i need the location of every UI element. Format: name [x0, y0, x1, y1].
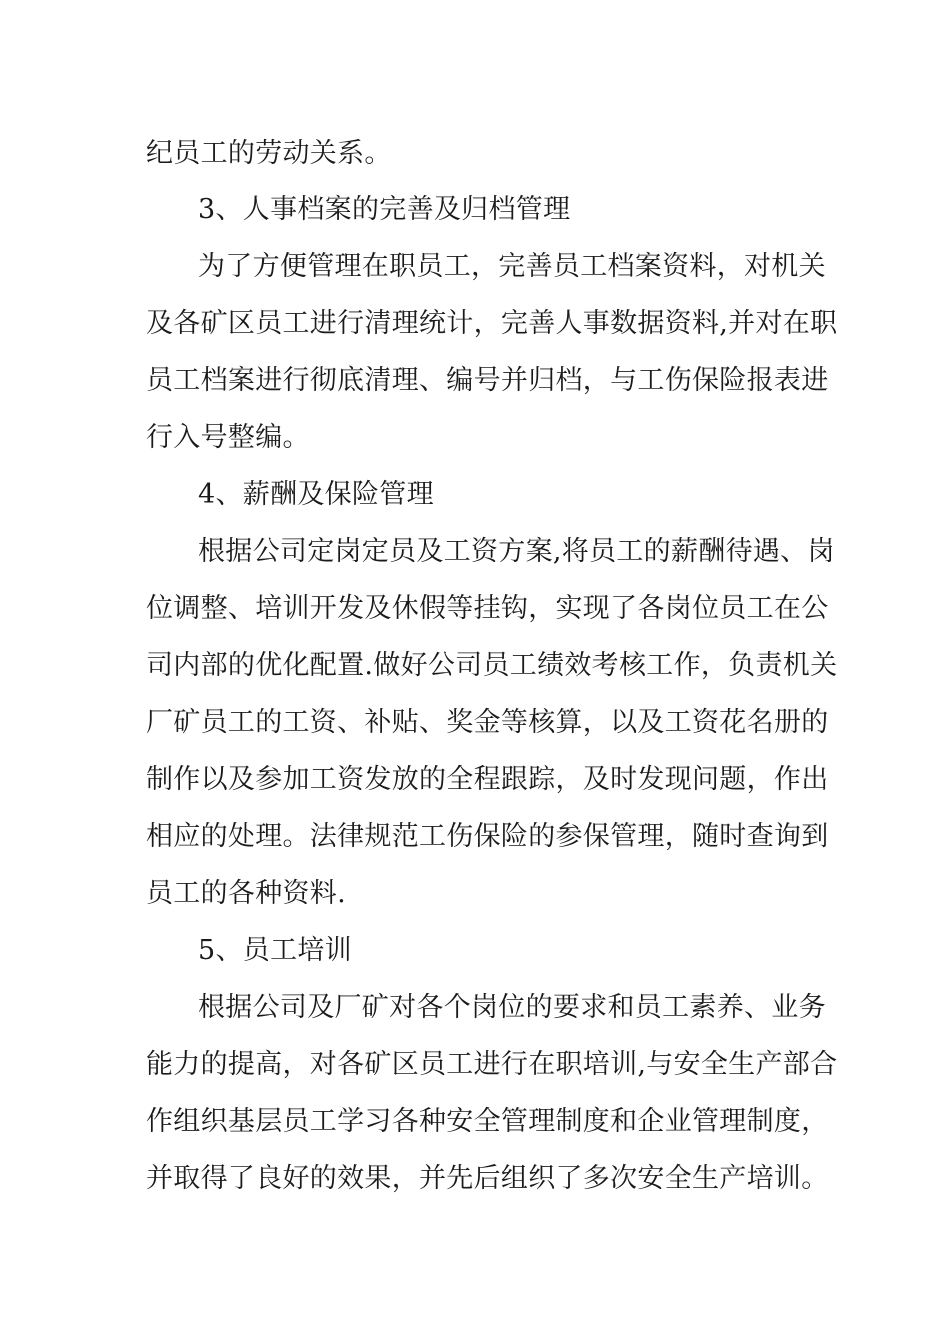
paragraph-line: 为了方便管理在职员工，完善员工档案资料，对机关	[198, 251, 826, 282]
paragraph-line: 能力的提高，对各矿区员工进行在职培训,与安全生产部合	[146, 1049, 838, 1080]
paragraph-line: 员工的各种资料.	[146, 878, 346, 909]
section-heading-5: 5、员工培训	[198, 935, 352, 966]
paragraph-line: 作组织基层员工学习各种安全管理制度和企业管理制度，	[146, 1106, 829, 1137]
paragraph-line: 制作以及参加工资发放的全程跟踪，及时发现问题，作出	[146, 764, 829, 795]
paragraph-line: 位调整、培训开发及休假等挂钩，实现了各岗位员工在公	[146, 593, 829, 624]
section-heading-3: 3、人事档案的完善及归档管理	[198, 194, 571, 225]
paragraph-line: 根据公司及厂矿对各个岗位的要求和员工素养、业务	[198, 992, 826, 1023]
paragraph-line: 纪员工的劳动关系。	[146, 138, 392, 169]
paragraph-line: 司内部的优化配置.做好公司员工绩效考核工作，负责机关	[146, 650, 838, 681]
section-heading-4: 4、薪酬及保险管理	[198, 479, 434, 510]
paragraph-line: 及各矿区员工进行清理统计，完善人事数据资料,并对在职	[146, 308, 838, 339]
paragraph-line: 员工档案进行彻底清理、编号并归档，与工伤保险报表进	[146, 365, 829, 396]
paragraph-line: 并取得了良好的效果，并先后组织了多次安全生产培训。	[146, 1163, 829, 1194]
paragraph-line: 厂矿员工的工资、补贴、奖金等核算，以及工资花名册的	[146, 707, 829, 738]
paragraph-line: 相应的处理。法律规范工伤保险的参保管理，随时查询到	[146, 821, 829, 852]
paragraph-line: 行入号整编。	[146, 422, 310, 453]
paragraph-line: 根据公司定岗定员及工资方案,将员工的薪酬待遇、岗	[198, 536, 835, 567]
